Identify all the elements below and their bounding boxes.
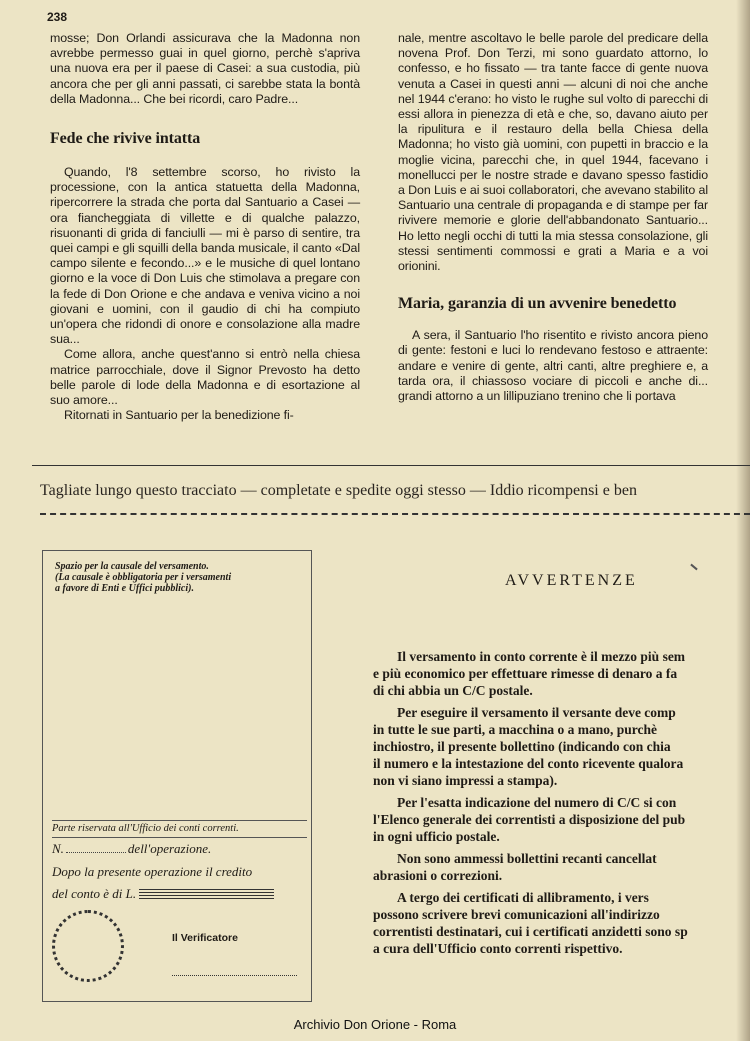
left-section-heading: Fede che rivive intatta <box>50 130 201 148</box>
right-intro-paragraph: nale, mentre ascoltavo le belle parole del predicare della novena Prof. Don Terzi, mi sono guardato attorno, lo confesso, e ho fissato — tra tante facce di gente nuova venuta a Casei in questi anni — alcuni di noi che anche nel 1944 c'erano: ho visto le rughe sul volto di parecchi di essi allora in pienezza di età e che, so, davano aiuto per la ripulitura e il restauro della bella Chiesa della Madonna; ho visto già uomini, con pupetti in braccio e la moglie vicina, parecchi che, in quel 1944, facevano i monellucci per le nostre strade e davano spesso fastidio a Don Luis e ai suoi collaboratori, che avevano stabilito al Santuario una centrale di propaganda e di stampe per far rivivere memorie e glorie dell'abbandonato Santuario... Ho letto negli occhi di tutti la mia stessa consolazione, gli stessi sentimenti commossi e grati a Maria e a voi orionini. <box>398 31 708 274</box>
slip-caption-line: Spazio per la causale del versamento. <box>55 561 209 572</box>
warning-line: a cura dell'Ufficio conto correnti rispettivo. <box>373 941 623 956</box>
warning-line: in ogni ufficio postale. <box>373 829 500 844</box>
warning-line: inchiostro, il presente bollettino (indicando con chia <box>373 739 671 754</box>
page-number: 238 <box>47 10 68 24</box>
warning-paragraph <box>373 648 750 699</box>
warning-line: Non sono ammessi bollettini recanti cancellat <box>397 851 657 866</box>
ink-mark <box>690 564 697 571</box>
left-paragraph: Quando, l'8 settembre scorso, ho rivisto la processione, con la antica statuetta della Madonna, ripercorrere la strada che porta dal Santuario a Casei — ora fiancheggiata di villette e di qualche palazzo, risuonanti di grida di fanciulli — mi è parso di sentire, tra quei campi e gli squilli della banda musicale, il canto «Dal campo silente e fecondo...» e le musiche di quel lontano giorno e la voce di Don Luis che stimolava a pregare con la fede di Don Orione e che andava e veniva vicino a noi giovani e uomini, con il gaudio di chi ha compiuto un'opera che ridondi di onore e consolazione alla madre sua... <box>50 165 360 347</box>
right-section-heading: Maria, garanzia di un avvenire benedetto <box>398 295 677 313</box>
warning-line: e più economico per effettuare rimesse di denaro a fa <box>373 666 678 681</box>
left-paragraph: Ritornati in Santuario per la benedizione fi- <box>64 408 294 423</box>
warning-line: correntisti destinatari, cui i certificati anzidetti sono sp <box>373 924 688 939</box>
operation-prefix: N. <box>52 841 64 856</box>
warning-line: di chi abbia un C/C postale. <box>373 683 533 698</box>
credit-line-2: del conto è di L. <box>52 886 137 901</box>
warnings-title: AVVERTENZE <box>505 572 638 589</box>
left-intro-paragraph: mosse; Don Orlandi assicurava che la Madonna non avrebbe permesso guai in quel giorno, perchè s'apriva una nuova era per il paese di Casei: a sua custodia, più ancora che per gli anni passati, ci sarebbe stata la bontà della Madonna... Che bei ricordi, caro Padre... <box>50 31 360 106</box>
slip-caption <box>55 561 305 594</box>
warning-paragraph <box>373 850 750 884</box>
warning-line: Il versamento in conto corrente è il mezzo più sem <box>397 649 686 664</box>
warning-line: l'Elenco generale dei correntisti a disposizione del pub <box>373 812 686 827</box>
slip-caption-line: a favore di Enti e Uffici pubblici). <box>55 583 194 594</box>
warning-line: Per l'esatta indicazione del numero di C/C si con <box>397 795 677 810</box>
verifier-signature-line[interactable] <box>172 975 297 976</box>
left-paragraph: Come allora, anche quest'anno si entrò nella chiesa matrice parrocchiale, dove il Signor Prevosto ha detto belle parole di lode della Madonna e di esortazione al suo amore... <box>50 347 360 408</box>
warning-line: abrasioni o correzioni. <box>373 868 503 883</box>
warning-paragraph <box>373 704 750 789</box>
credit-statement <box>52 861 307 905</box>
office-reserved-title: Parte riservata all'Ufficio dei conti correnti. <box>52 820 307 838</box>
slip-caption-line: (La causale è obbligatoria per i versamenti <box>55 572 232 583</box>
warning-paragraph <box>373 794 750 845</box>
cut-line-dashed <box>40 513 750 515</box>
cut-instruction: Tagliate lungo questo tracciato — completate e spedite oggi stesso — Iddio ricompensi e ben <box>40 482 637 499</box>
warning-paragraph <box>373 889 750 957</box>
right-paragraph: A sera, il Santuario l'ho risentito e rivisto ancora pieno di gente: festoni e luci lo rendevano festoso e attraente: andare e venire di gente, altri canti, altre preghiere e, a tarda ora, il chiassoso vociare di piccoli e anche di... grandi attorno a un lillipuziano trenino che li portava <box>398 328 708 404</box>
warning-line: in tutte le sue parti, a macchina o a mano, purchè <box>373 722 657 737</box>
left-column <box>50 31 360 423</box>
warning-line: Per eseguire il versamento il versante deve comp <box>397 705 676 720</box>
warning-line: possono scrivere brevi comunicazioni all'indirizzo <box>373 907 660 922</box>
postal-stamp-circle <box>52 910 124 982</box>
verifier-label: Il Verificatore <box>172 932 238 944</box>
warnings-body <box>373 648 750 957</box>
warning-line: non vi siano impressi a stampa). <box>373 773 558 788</box>
cut-line-solid <box>32 465 750 466</box>
warning-line: A tergo dei certificati di allibramento, i vers <box>397 890 649 905</box>
operation-number-field[interactable] <box>66 852 126 853</box>
archive-footer: Archivio Don Orione - Roma <box>293 1017 457 1032</box>
operation-suffix: dell'operazione. <box>127 841 212 856</box>
right-column <box>398 31 708 404</box>
operation-number-line <box>52 841 307 857</box>
warning-line: il numero e la intestazione del conto ricevente qualora <box>373 756 684 771</box>
credit-line-1: Dopo la presente operazione il credito <box>52 864 253 879</box>
credit-amount-field[interactable] <box>139 889 274 901</box>
